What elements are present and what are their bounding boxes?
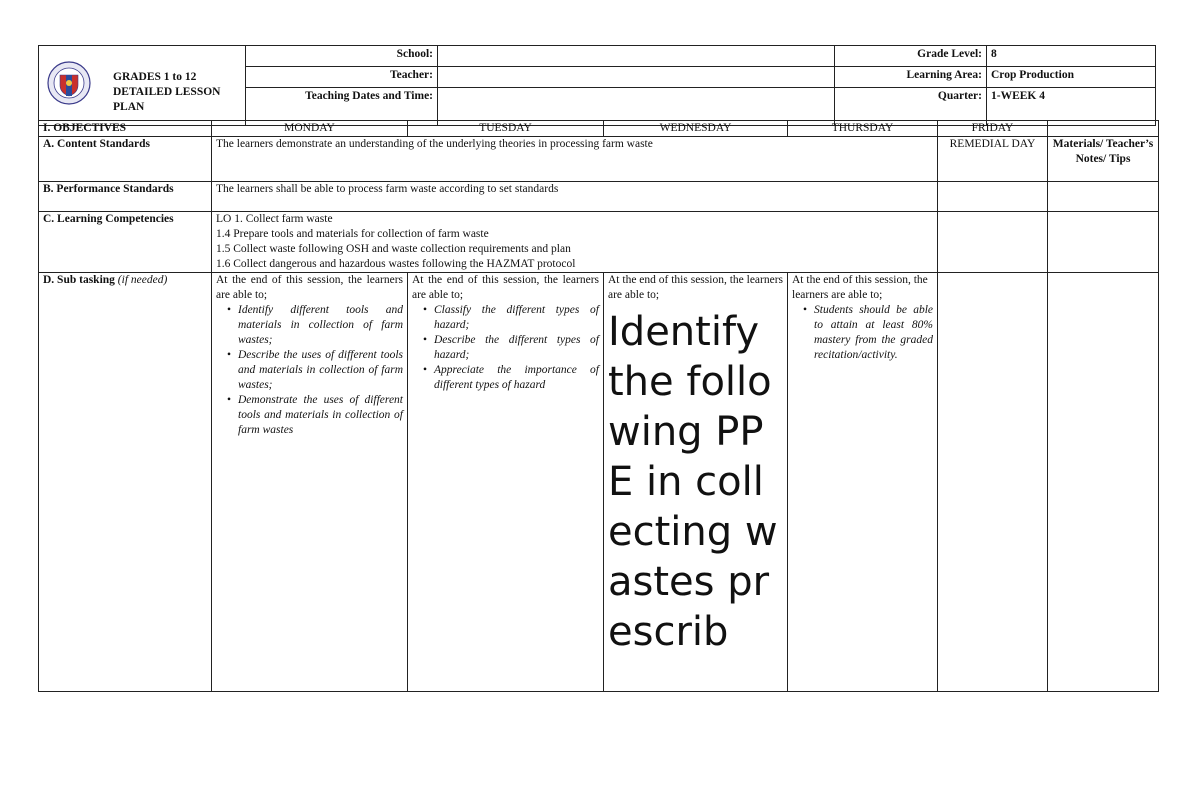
sub-tasking-label: D. Sub tasking: [43, 274, 115, 286]
monday-intro: At the end of this session, the learners are able to;: [216, 274, 403, 301]
learning-competencies-cell: [212, 212, 938, 273]
competencies-friday-cell: [938, 212, 1048, 273]
grade-level-label: Grade Level:: [835, 46, 987, 67]
teacher-notes-label: Materials/ Teacher’s Notes/ Tips: [1048, 137, 1159, 182]
subtask-friday-cell: [938, 273, 1048, 692]
teacher-field[interactable]: [438, 67, 835, 88]
col-notes: [1048, 121, 1159, 137]
header-logo-cell: [39, 46, 246, 126]
competency-line: 1.6 Collect dangerous and hazardous wastes following the HAZMAT protocol: [216, 258, 576, 270]
lesson-plan-table: [38, 120, 1159, 692]
school-field[interactable]: [438, 46, 835, 67]
tuesday-subtask-cell: [408, 273, 604, 692]
lesson-plan-title: GRADES 1 to 12 DETAILED LESSON PLAN: [113, 71, 221, 113]
sub-tasking-note: (if needed): [117, 274, 168, 286]
list-item: • Describe the uses of different tools and materials in collection of farm wastes;: [238, 348, 403, 393]
col-monday: MONDAY: [212, 121, 408, 137]
list-item: • Classify the different types of hazard;: [434, 303, 599, 333]
school-label: School:: [246, 46, 438, 67]
list-item: • Demonstrate the uses of different tools and materials in collection of farm wastes: [238, 393, 403, 438]
thursday-intro: At the end of this session, the learners are able to;: [792, 274, 928, 301]
wednesday-large-text: Identify the following PPE in collecting wastes prescrib: [608, 309, 778, 655]
list-item: • Identify different tools and materials in collection of farm wastes;: [238, 303, 403, 348]
tuesday-intro: At the end of this session, the learners are able to;: [412, 274, 599, 301]
header-table: [38, 45, 1156, 126]
col-objectives: I. OBJECTIVES: [39, 121, 212, 137]
content-standards-label: A. Content Standards: [39, 137, 212, 182]
list-item: • Appreciate the importance of different types of hazard: [434, 363, 599, 393]
sub-tasking-label-cell: [39, 273, 212, 692]
competency-line: 1.5 Collect waste following OSH and waste collection requirements and plan: [216, 243, 571, 255]
performance-standards-text: The learners shall be able to process farm waste according to set standards: [212, 182, 938, 212]
deped-seal-icon: [47, 61, 91, 105]
col-thursday: THURSDAY: [788, 121, 938, 137]
performance-friday-cell: [938, 182, 1048, 212]
teaching-dates-label: Teaching Dates and Time:: [246, 88, 438, 126]
learning-area-label: Learning Area:: [835, 67, 987, 88]
subtask-notes-cell: [1048, 273, 1159, 692]
learning-area-value[interactable]: Crop Production: [987, 67, 1156, 88]
thursday-subtask-cell: [788, 273, 938, 692]
col-friday: FRIDAY: [938, 121, 1048, 137]
col-wednesday: WEDNESDAY: [604, 121, 788, 137]
quarter-value[interactable]: 1-WEEK 4: [987, 88, 1156, 126]
competencies-notes-cell: [1048, 212, 1159, 273]
content-standards-row: [39, 137, 1159, 182]
performance-standards-row: [39, 182, 1159, 212]
tuesday-list: [412, 303, 599, 393]
grade-level-value[interactable]: 8: [987, 46, 1156, 67]
teacher-label: Teacher:: [246, 67, 438, 88]
remedial-day-label: REMEDIAL DAY: [938, 137, 1048, 182]
content-standards-text: The learners demonstrate an understanding of the underlying theories in processing farm waste: [212, 137, 938, 182]
list-item: • Describe the different types of hazard;: [434, 333, 599, 363]
monday-subtask-cell: [212, 273, 408, 692]
wednesday-subtask-cell: [604, 273, 788, 692]
list-item: • Students should be able to attain at least 80% mastery from the graded recitation/activity.: [814, 303, 933, 363]
learning-competencies-label: C. Learning Competencies: [39, 212, 212, 273]
column-header-row: [39, 121, 1159, 137]
sub-tasking-row: [39, 273, 1159, 692]
col-tuesday: TUESDAY: [408, 121, 604, 137]
wednesday-intro: At the end of this session, the learners are able to;: [608, 274, 784, 301]
competency-line: 1.4 Prepare tools and materials for collection of farm waste: [216, 228, 489, 240]
monday-list: [216, 303, 403, 438]
quarter-label: Quarter:: [835, 88, 987, 126]
performance-standards-label: B. Performance Standards: [39, 182, 212, 212]
competency-line: LO 1. Collect farm waste: [216, 213, 333, 225]
thursday-list: [792, 303, 933, 363]
learning-competencies-row: [39, 212, 1159, 273]
performance-notes-cell: [1048, 182, 1159, 212]
